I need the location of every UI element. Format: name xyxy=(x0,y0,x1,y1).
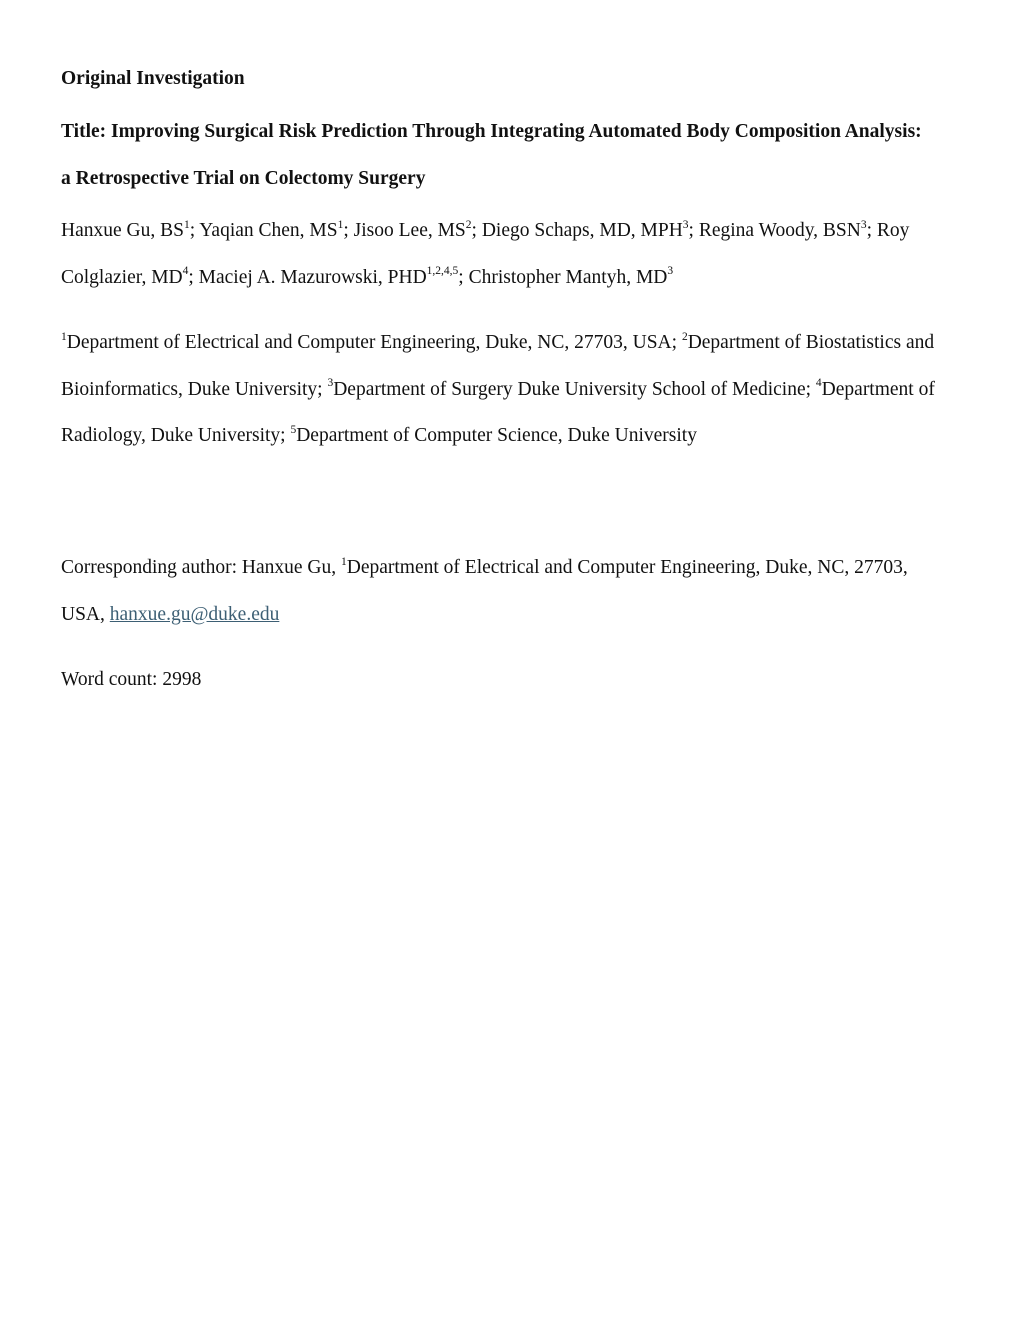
corresponding-line-2 xyxy=(61,592,971,639)
author-affiliation-mark: 2 xyxy=(465,218,472,231)
title-line-1: Title: Improving Surgical Risk Prediction Through Integrating Automated Body Composition Analysis: xyxy=(61,121,922,142)
corresponding-affiliation-mark: 1 xyxy=(341,555,347,568)
affiliation-text: Department of Surgery Duke University School of Medicine; xyxy=(333,378,816,400)
word-count xyxy=(61,657,971,704)
affiliation-line-1 xyxy=(61,320,971,367)
corresponding-affiliation: Department of Electrical and Computer Engineering, Duke, NC, 27703, xyxy=(346,557,908,578)
affiliation-number: 5 xyxy=(290,423,297,436)
author-separator: ; Roy xyxy=(866,220,910,241)
author-separator: ; xyxy=(189,220,200,241)
affiliation-list xyxy=(61,320,971,460)
author-affiliation-mark: 3 xyxy=(667,265,674,277)
paper-title xyxy=(61,109,971,202)
author-name: Regina Woody, BSN xyxy=(698,220,861,241)
author-separator: ; xyxy=(458,266,469,288)
affiliation-line-2 xyxy=(61,367,971,414)
author-separator: ; xyxy=(471,220,482,241)
author-separator: ; xyxy=(188,266,199,288)
affiliation-text: Department of Electrical and Computer Engineering, Duke, NC, 27703, USA; xyxy=(66,332,682,353)
author-affiliation-mark: 1 xyxy=(337,218,344,231)
author-affiliation-mark: 1 xyxy=(183,218,190,231)
corresponding-line-1 xyxy=(61,545,971,592)
affiliation-text: Department of Biostatistics and xyxy=(687,332,935,353)
author-name: Hanxue Gu, BS xyxy=(61,220,184,241)
affiliation-number: 1 xyxy=(61,330,67,343)
word-count-text: Word count: 2998 xyxy=(61,669,202,690)
author-separator: ; xyxy=(688,220,699,241)
author-line-2 xyxy=(61,255,971,302)
author-name: Yaqian Chen, MS xyxy=(199,220,338,241)
author-name: Jisoo Lee, MS xyxy=(353,220,466,241)
corresponding-author xyxy=(61,545,971,638)
email-link[interactable]: hanxue.gu@duke.edu xyxy=(109,603,280,625)
author-name: Maciej A. Mazurowski, PHD xyxy=(198,266,427,288)
author-line-1 xyxy=(61,208,971,255)
corresponding-prefix: Corresponding author: Hanxue Gu, xyxy=(61,557,341,578)
author-name: Christopher Mantyh, MD xyxy=(468,266,668,288)
corresponding-country: USA, xyxy=(61,603,110,625)
affiliation-text: Bioinformatics, Duke University; xyxy=(61,378,328,400)
affiliation-text: Radiology, Duke University; xyxy=(61,425,291,446)
title-line-2: a Retrospective Trial on Colectomy Surgery xyxy=(61,167,426,189)
affiliation-line-3 xyxy=(61,413,971,460)
section-label xyxy=(61,56,971,103)
author-affiliation-mark: 3 xyxy=(860,218,867,231)
affiliation-number: 4 xyxy=(815,377,822,389)
author-separator: ; xyxy=(343,220,354,241)
section-label-text: Original Investigation xyxy=(61,68,245,89)
affiliation-text: Department of xyxy=(821,378,935,400)
affiliation-text: Department of Computer Science, Duke University xyxy=(296,425,697,446)
affiliation-number: 3 xyxy=(327,377,334,389)
author-affiliation-mark: 1,2,4,5 xyxy=(426,265,459,277)
author-affiliation-mark: 4 xyxy=(182,265,189,277)
author-list xyxy=(61,208,971,301)
author-name: Colglazier, MD xyxy=(61,266,183,288)
author-affiliation-mark: 3 xyxy=(682,218,689,231)
affiliation-number: 2 xyxy=(681,330,688,343)
author-name: Diego Schaps, MD, MPH xyxy=(481,220,683,241)
